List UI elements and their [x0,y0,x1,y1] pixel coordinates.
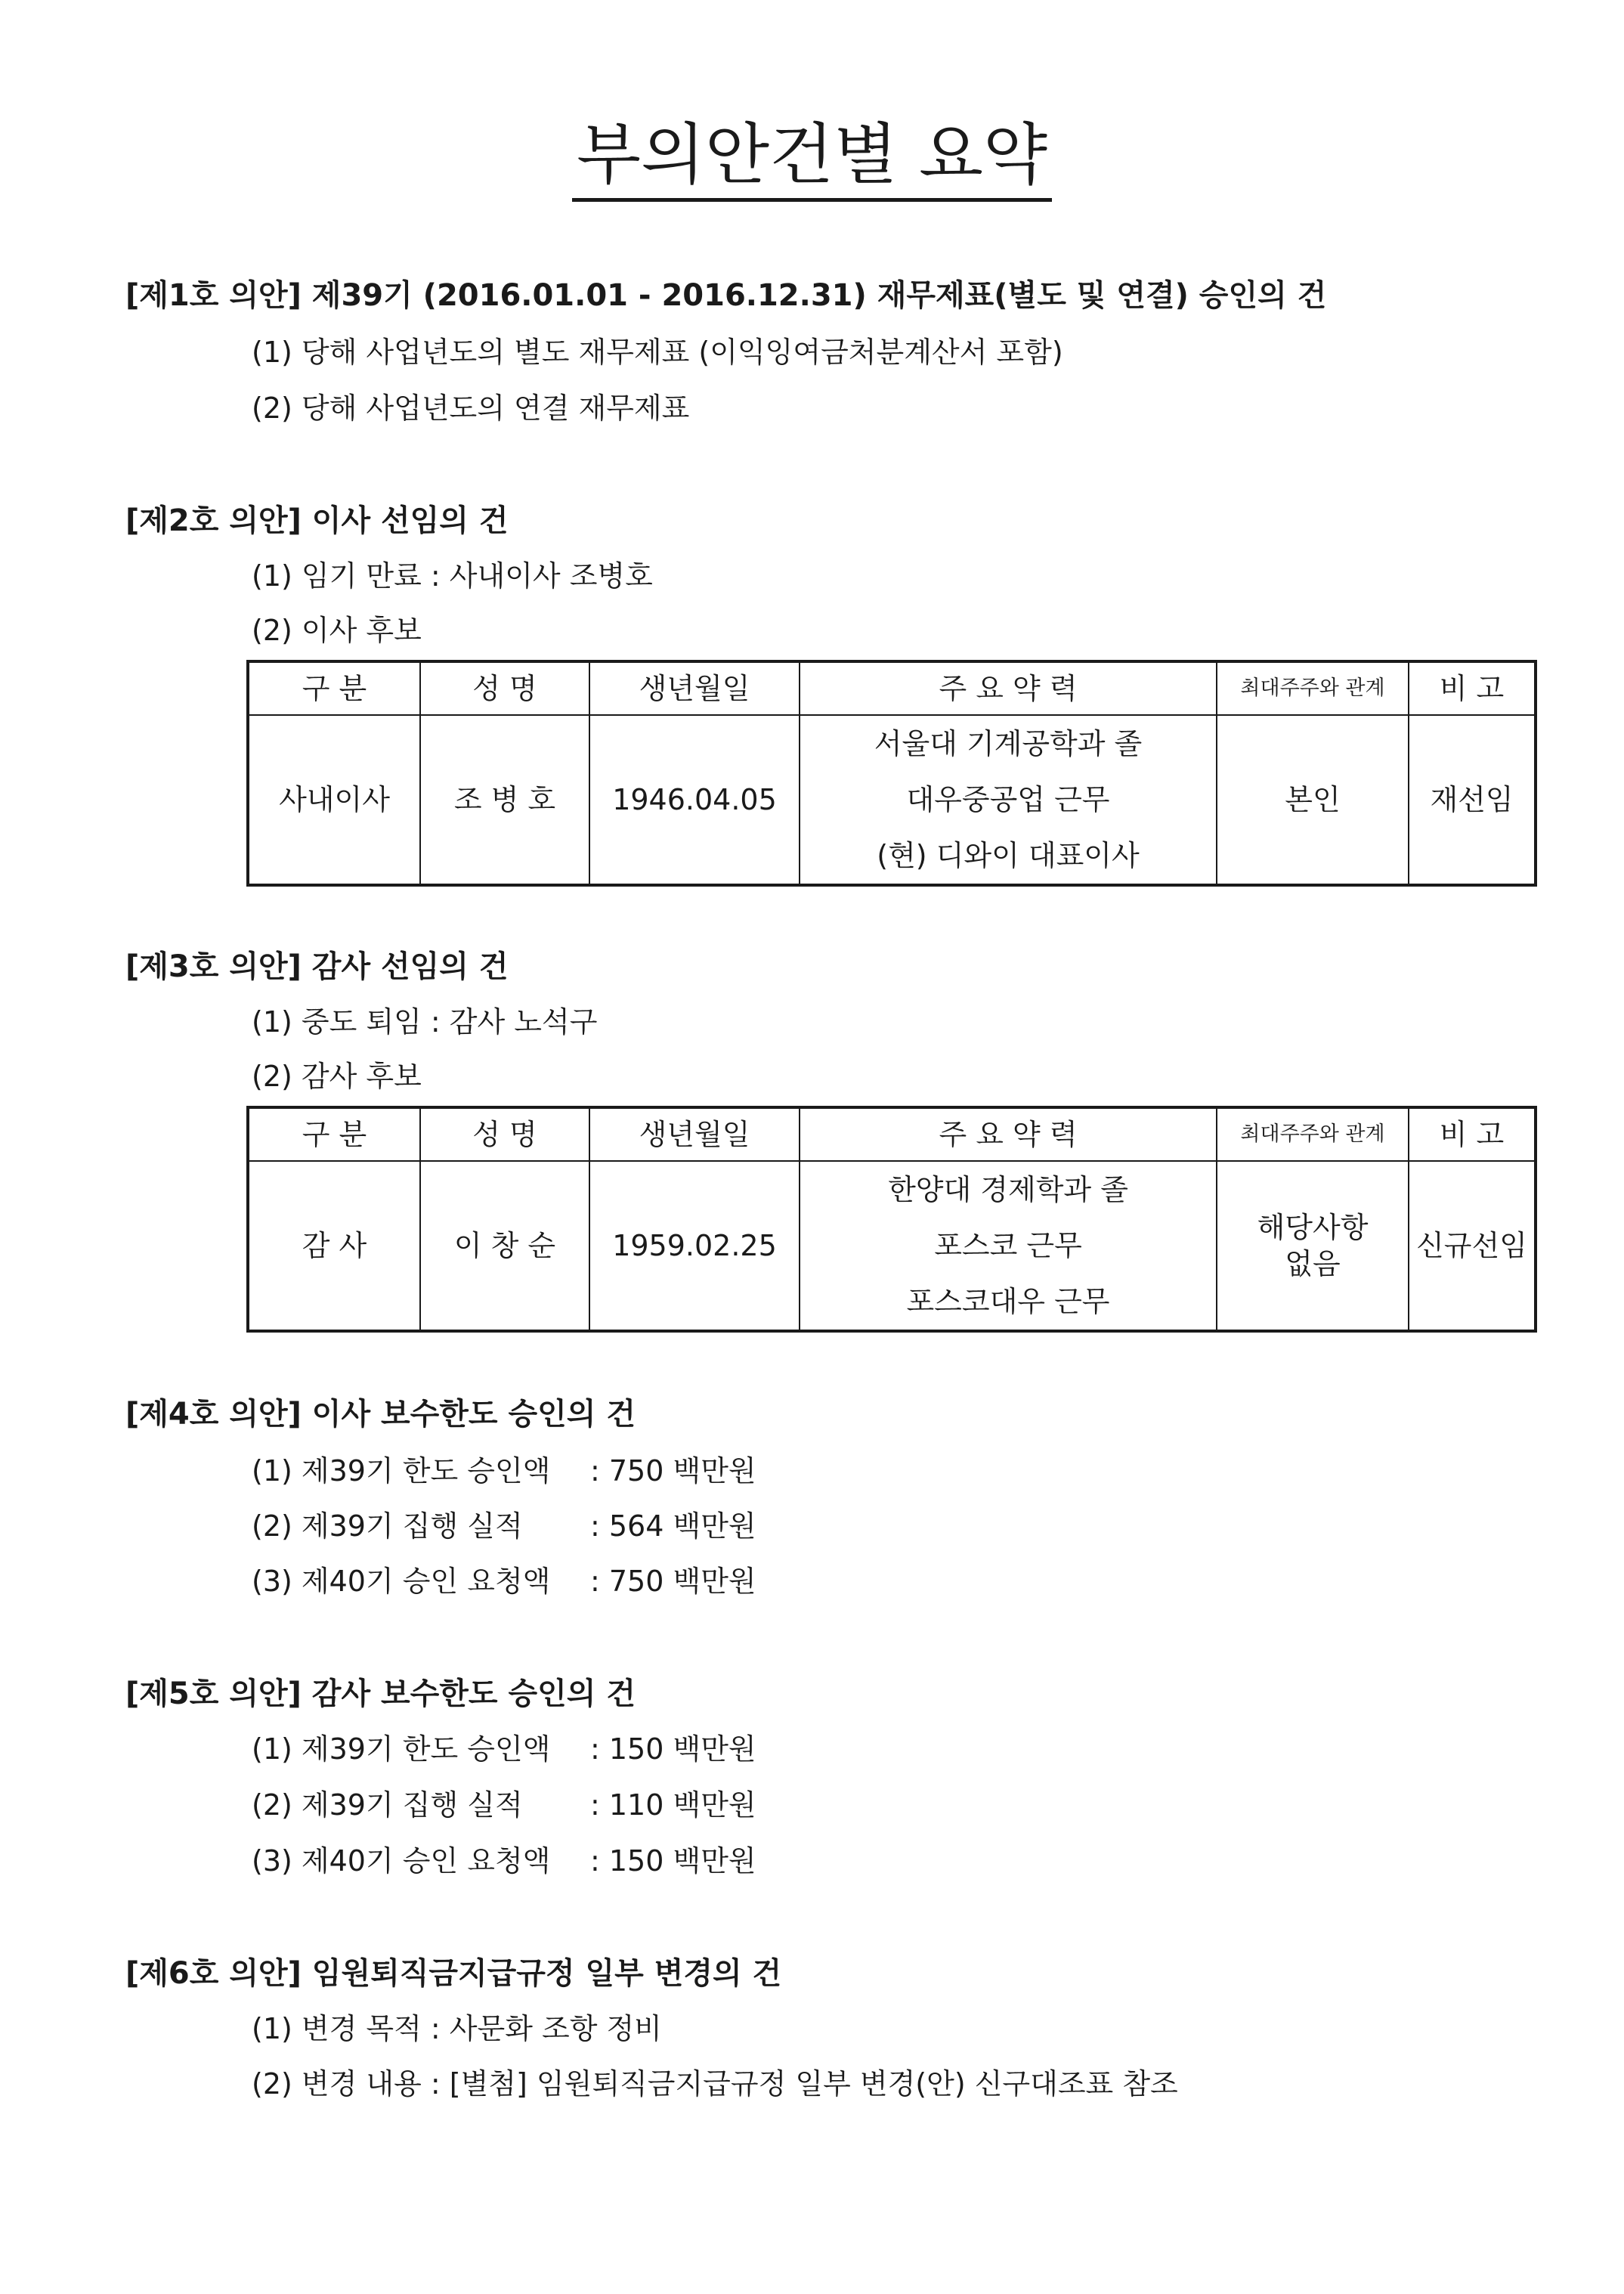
candidate-note: 신규선임 [1409,1161,1536,1331]
table-row [248,715,1536,885]
agenda5-title: [제5호 의안] 감사 보수한도 승인의 건 [125,1676,636,1711]
agenda5-item-2 [252,1787,756,1823]
item-label: (1) 제39기 한도 승인액 [252,1454,551,1488]
candidate-relation: 본인 [1217,715,1409,885]
item-value: : 564 백만원 [590,1509,756,1543]
agenda1-title: [제1호 의안] 제39기 (2016.01.01 - 2016.12.31) 재무제표(별도 및 연결) 승인의 건 [125,278,1327,313]
header-note: 비 고 [1409,1107,1536,1161]
agenda3-title: [제3호 의안] 감사 선임의 건 [125,949,509,984]
table-row [248,1161,1536,1331]
agenda2-title: [제2호 의안] 이사 선임의 건 [125,503,509,538]
agenda4-item-2 [252,1508,756,1544]
agenda6-item-2: (2) 변경 내용 : [별첨] 임원퇴직금지급규정 일부 변경(안) 신구대조표 참조 [252,2067,1178,2101]
candidate-category: 사내이사 [248,715,420,885]
document-title-text: 부의안건별 요약 [572,113,1052,202]
table-header-row [248,661,1536,715]
item-label: (1) 제39기 한도 승인액 [252,1732,551,1766]
career-line: 대우중공업 근무 [906,783,1110,816]
career-line: 포스코대우 근무 [906,1285,1110,1318]
career-line: (현) 디와이 대표이사 [877,839,1140,872]
candidate-note: 재선임 [1409,715,1536,885]
header-birth: 생년월일 [589,1107,800,1161]
director-candidate-table [246,660,1537,887]
candidate-name: 조 병 호 [420,715,589,885]
relation-line: 없음 [1285,1247,1341,1280]
agenda6-item-1: (1) 변경 목적 : 사문화 조항 정비 [252,2012,662,2045]
header-name: 성 명 [420,661,589,715]
item-label: (2) 제39기 집행 실적 [252,1788,523,1822]
item-value: : 750 백만원 [590,1565,756,1598]
header-career: 주 요 약 력 [800,1107,1217,1161]
item-value: : 150 백만원 [590,1844,756,1878]
candidate-birth: 1959.02.25 [589,1161,800,1331]
agenda2-item-1: (1) 임기 만료 : 사내이사 조병호 [252,559,653,593]
item-label: (3) 제40기 승인 요청액 [252,1565,551,1598]
header-career: 주 요 약 력 [800,661,1217,715]
agenda5-item-3 [252,1843,756,1879]
agenda3-item-2: (2) 감사 후보 [252,1060,422,1093]
agenda1-item-2: (2) 당해 사업년도의 연결 재무제표 [252,392,690,425]
item-value: : 110 백만원 [590,1788,756,1822]
header-relation: 최대주주와 관계 [1217,661,1409,715]
agenda2-item-2: (2) 이사 후보 [252,614,422,647]
career-line: 한양대 경제학과 졸 [888,1173,1128,1206]
candidate-category: 감 사 [248,1161,420,1331]
item-value: : 150 백만원 [590,1732,756,1766]
career-line: 포스코 근무 [934,1229,1082,1262]
agenda6-title: [제6호 의안] 임원퇴직금지급규정 일부 변경의 건 [125,1956,782,1991]
candidate-name: 이 창 순 [420,1161,589,1331]
agenda5-item-1 [252,1731,756,1767]
agenda4-title: [제4호 의안] 이사 보수한도 승인의 건 [125,1397,636,1432]
auditor-candidate-table [246,1106,1537,1333]
item-label: (3) 제40기 승인 요청액 [252,1844,551,1878]
agenda4-item-3 [252,1563,756,1599]
agenda3-item-1: (1) 중도 퇴임 : 감사 노석구 [252,1005,598,1039]
document-title [0,113,1624,202]
candidate-career [800,715,1217,885]
header-note: 비 고 [1409,661,1536,715]
agenda4-item-1 [252,1453,756,1489]
header-name: 성 명 [420,1107,589,1161]
item-label: (2) 제39기 집행 실적 [252,1509,523,1543]
candidate-career [800,1161,1217,1331]
relation-line: 해당사항 [1257,1211,1369,1244]
candidate-birth: 1946.04.05 [589,715,800,885]
agenda1-item-1: (1) 당해 사업년도의 별도 재무제표 (이익잉여금처분계산서 포함) [252,336,1063,369]
header-category: 구 분 [248,1107,420,1161]
item-value: : 750 백만원 [590,1454,756,1488]
header-relation: 최대주주와 관계 [1217,1107,1409,1161]
table-header-row [248,1107,1536,1161]
header-category: 구 분 [248,661,420,715]
career-line: 서울대 기계공학과 졸 [874,727,1143,760]
candidate-relation [1217,1161,1409,1331]
header-birth: 생년월일 [589,661,800,715]
